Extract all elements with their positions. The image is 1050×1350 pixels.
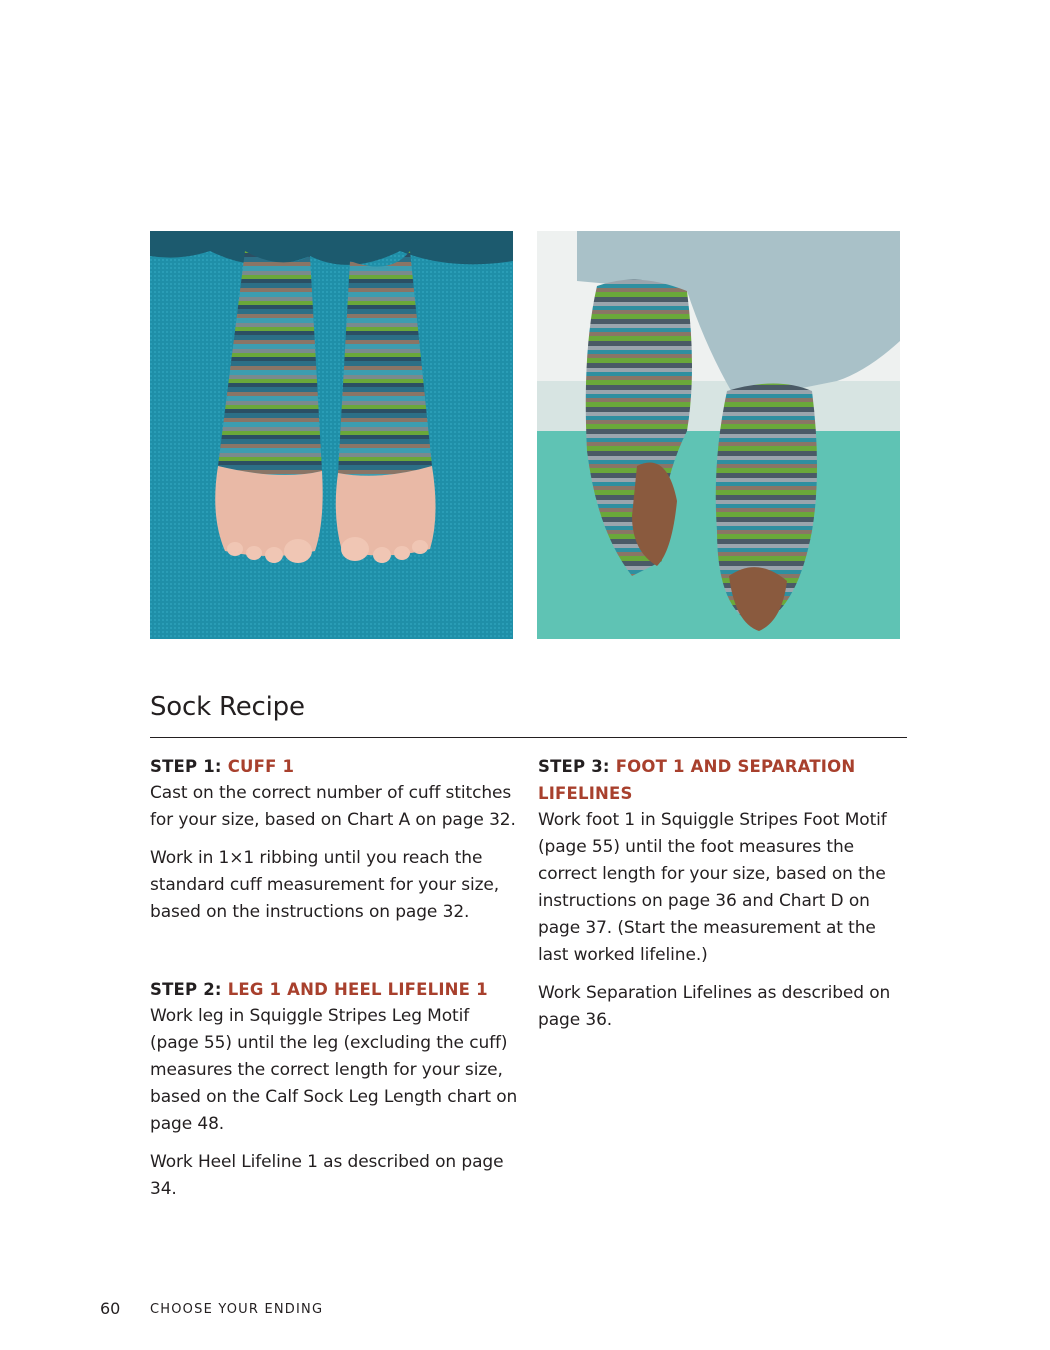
right-column: [538, 753, 908, 1060]
step-1-paragraph-2: Work in 1×1 ribbing until you reach the standard cuff measurement for your size, based on the instructions on page 32.: [150, 848, 500, 922]
step-1-title: CUFF 1: [227, 757, 295, 776]
photo-yoga-socks-back: [537, 231, 900, 639]
step-3-title: FOOT 1 AND SEPARATION LIFELINES: [538, 757, 856, 803]
step-3-heading: [538, 753, 908, 807]
step-3: [538, 753, 908, 1034]
left-column: [150, 753, 520, 1229]
step-1-paragraph-1: Cast on the correct number of cuff stitches for your size, based on Chart A on page 32.: [150, 783, 516, 830]
photo-yoga-socks-front-illustration: [150, 231, 513, 639]
step-2-title: LEG 1 AND HEEL LIFELINE 1: [227, 980, 488, 999]
section-title: Sock Recipe: [150, 692, 305, 722]
step-3-paragraph-1: Work foot 1 in Squiggle Stripes Foot Motif (page 55) until the foot measures the correct length for your size, based on the instructions on page 36 and Chart D on page 37. (Start the measurement at the last worked lifeline.): [538, 810, 887, 965]
step-2-label: STEP 2:: [150, 980, 222, 999]
step-3-label: STEP 3:: [538, 757, 610, 776]
photo-yoga-socks-front: [150, 231, 513, 639]
photo-yoga-socks-back-illustration: [537, 231, 900, 639]
step-2: [150, 976, 520, 1203]
step-3-paragraph-2: Work Separation Lifelines as described on page 36.: [538, 983, 891, 1030]
page-number: 60: [100, 1299, 121, 1318]
step-2-paragraph-1: Work leg in Squiggle Stripes Leg Motif (page 55) until the leg (excluding the cuff) measures the correct length for your size, based on the Calf Sock Leg Length chart on page 48.: [150, 1006, 518, 1134]
step-1-label: STEP 1:: [150, 757, 222, 776]
step-2-paragraph-2: Work Heel Lifeline 1 as described on page 34.: [150, 1152, 504, 1199]
step-1: [150, 753, 520, 926]
running-head: CHOOSE YOUR ENDING: [150, 1302, 324, 1317]
step-1-heading: [150, 753, 520, 780]
section-divider: [150, 737, 907, 738]
step-spacer: [150, 952, 520, 976]
step-2-heading: [150, 976, 520, 1003]
